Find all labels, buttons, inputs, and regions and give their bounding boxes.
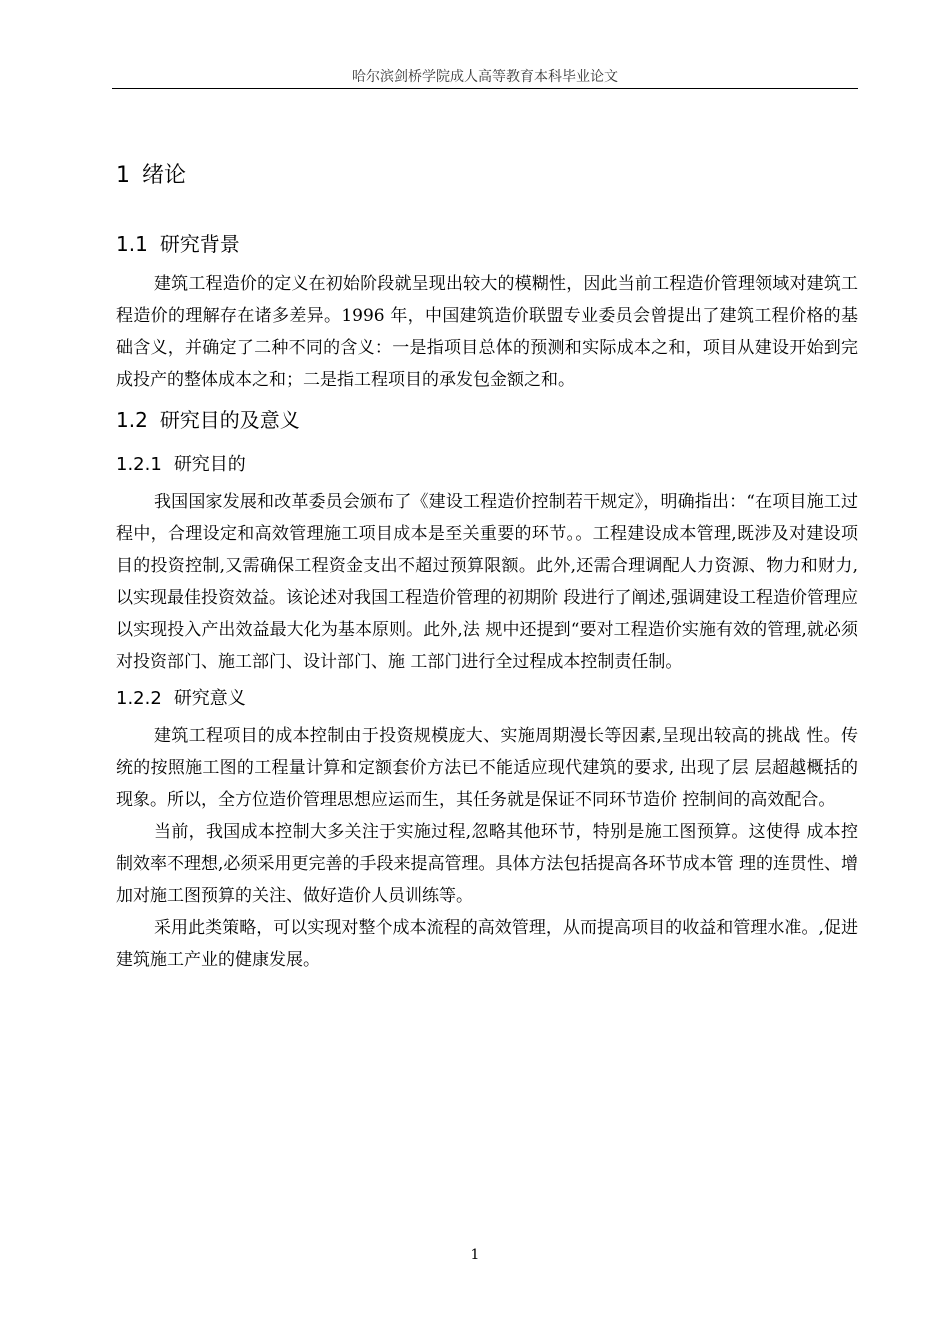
subsection-title: 研究意义 [173, 688, 246, 709]
section-heading [116, 396, 858, 444]
page-number: 1 [470, 1247, 480, 1263]
paragraph: 建筑工程造价的定义在初始阶段就呈现出较大的模糊性，因此当前工程造价管理领域对建筑工程造价的理解存在诸多差异。1996 年，中国建筑造价联盟专业委员会曾提出了建筑工程价格的基础含义，并确定了二种不同的含义：一是指项目总体的预测和实际成本之和，项目从建设开始到完成投产的整体成本之和；二是指工程项目的承发包金额之和。 [116, 274, 858, 390]
section-number: 1.1 [116, 232, 148, 256]
paragraph: 采用此类策略，可以实现对整个成本流程的高效管理，从而提高项目的收益和管理水准。,促进建筑施工产业的健康发展。 [116, 918, 858, 970]
section-title: 研究背景 [159, 232, 240, 256]
subsection-heading [116, 444, 858, 486]
paragraph: 我国国家发展和改革委员会颁布了《建设工程造价控制若干规定》，明确指出：“在项目施工过程中，合理设定和高效管理施工项目成本是至关重要的环节。。工程建设成本管理,既涉及对建设项目的投资控制,又需确保工程资金支出不超过预算限额。此外,还需合理调配人力资源、物力和财力, 以实现最佳投资效益。该论述对我国工程造价管理的初期阶 段进行了阐述,强调建设工程造价管理应以实现投入产出效益最大化为基本原则。此外,法 规中还提到“要对工程造价实施有效的管理,就必须对投资部门、施工部门、设计部门、施 工部门进行全过程成本控制责任制。 [116, 492, 858, 672]
subsection-number: 1.2.1 [116, 454, 162, 475]
running-header: 哈尔滨剑桥学院成人高等教育本科毕业论文 [352, 69, 618, 85]
chapter-heading [116, 150, 858, 202]
section-heading [116, 220, 858, 268]
section-number: 1.2 [116, 408, 148, 432]
chapter-number: 1 [116, 163, 130, 188]
section-title: 研究目的及意义 [159, 408, 300, 432]
chapter-title: 绪论 [142, 163, 187, 188]
header-divider [112, 88, 858, 89]
paragraph: 当前，我国成本控制大多关注于实施过程,忽略其他环节，特别是施工图预算。这使得 成本控制效率不理想,必须采用更完善的手段来提高管理。具体方法包括提高各环节成本管 理的连贯性、增加对施工图预算的关注、做好造价人员训练等。 [116, 822, 858, 906]
subsection-heading [116, 678, 858, 720]
page-body [116, 150, 858, 976]
subsection-number: 1.2.2 [116, 688, 162, 709]
subsection-title: 研究目的 [173, 454, 246, 475]
paragraph: 建筑工程项目的成本控制由于投资规模庞大、实施周期漫长等因素,呈现出较高的挑战 性。传统的按照施工图的工程量计算和定额套价方法已不能适应现代建筑的要求, 出现了层 层超越概括的现象。所以，全方位造价管理思想应运而生，其任务就是保证不同环节造价 控制间的高效配合。 [116, 726, 858, 810]
